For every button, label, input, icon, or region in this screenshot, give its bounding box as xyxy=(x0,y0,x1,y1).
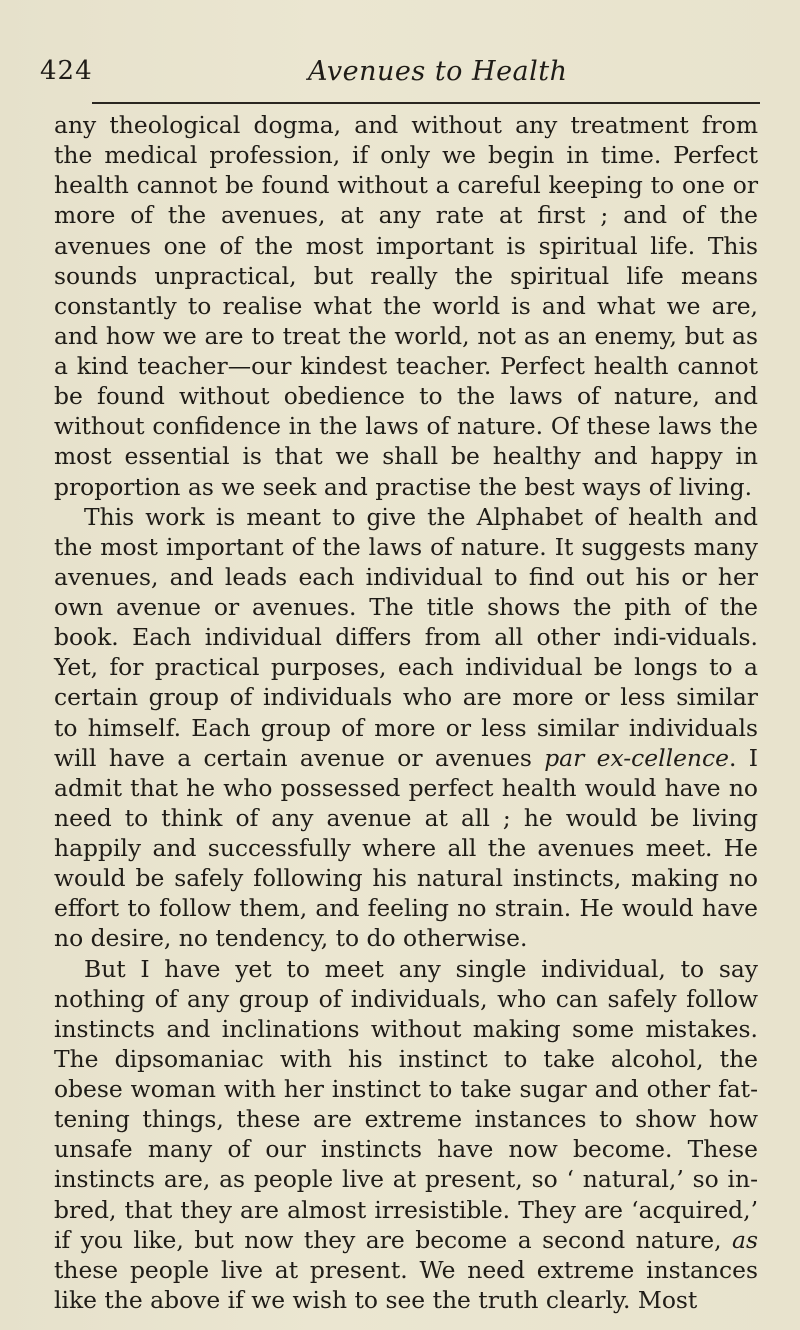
header-rule xyxy=(92,102,760,104)
running-title: Avenues to Health xyxy=(308,56,568,87)
paragraph xyxy=(54,110,758,502)
paragraph-text: . I admit that he who possessed perfect health would have no need to think of any avenue at all ; he would be living happily and successfully where all the avenues meet. He would be safely following his natural instincts, making no effort to follow them, and feeling no strain. He would have no desire, no tendency, to do otherwise. xyxy=(54,743,758,953)
paragraph-text: these people live at present. We need extreme instances like the above if we wish to see the truth clearly. Most xyxy=(54,1255,758,1314)
page-header xyxy=(40,56,760,96)
body-text xyxy=(54,110,758,1315)
paragraph-text: This work is meant to give the Alphabet of health and the most important of the laws of nature. It suggests many avenues, and leads each individual to find out his or her own avenue or avenues. The title shows the pith of the book. Each individual differs from all other indi-viduals. Yet, for practical purposes, each individual be longs to a certain group of individuals who are more or less similar to himself. Each group of more or less similar individuals will have a certain avenue or avenues xyxy=(54,502,758,772)
paragraph-text: But I have yet to meet any single individual, to say nothing of any group of individuals, who can safely follow instincts and inclinations without making some mistakes. The dipsomaniac with his instinct to take alcohol, the obese woman with her instinct to take sugar and other fat-tening things, these are extreme instances to show how unsafe many of our instincts have now become. These instincts are, as people live at present, so ‘ natural,’ so in-bred, that they are almost irresistible. They are ‘acquired,’ if you like, but now they are become a second nature, xyxy=(54,954,758,1254)
page-number: 424 xyxy=(40,56,93,86)
paragraph xyxy=(54,954,758,1316)
paragraph xyxy=(54,502,758,954)
italic-word: as xyxy=(732,1225,758,1254)
paragraph-text: any theological dogma, and without any treatment from the medical profession, if only we begin in time. Perfect health cannot be found without a careful keeping to one or more of the avenues, at any rate at first ; and of the avenues one of the most important is spiritual life. This sounds unpractical, but really the spiritual life means constantly to realise what the world is and what we are, and how we are to treat the world, not as an enemy, but as a kind teacher—our kindest teacher. Perfect health cannot be found without obedience to the laws of nature, and without confidence in the laws of nature. Of these laws the most essential is that we shall be healthy and happy in proportion as we seek and practise the best ways of living. xyxy=(54,111,758,501)
italic-phrase: par ex-cellence xyxy=(544,743,729,772)
